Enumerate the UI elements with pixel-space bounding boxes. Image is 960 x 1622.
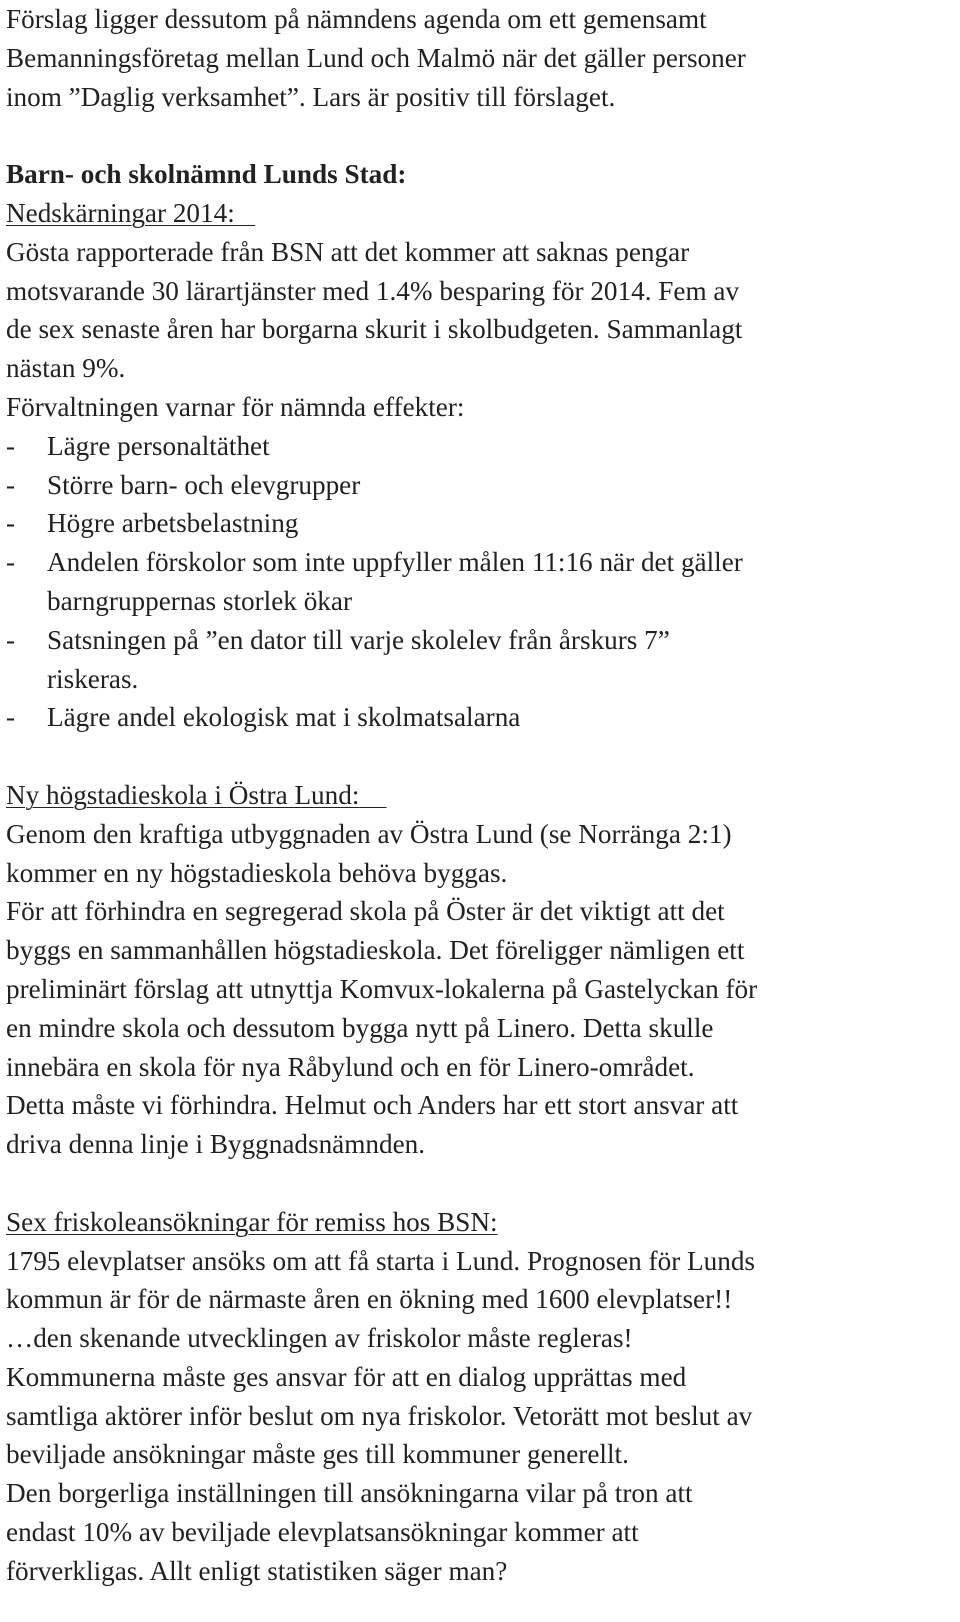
heading-underline-tail: [359, 780, 386, 810]
list-item: [6, 504, 946, 543]
paragraph-gap: [6, 1164, 946, 1203]
bsn-section: [6, 155, 946, 737]
intro-line: inom ”Daglig verksamhet”. Lars är positiv till förslaget.: [6, 81, 616, 112]
list-item: [6, 427, 946, 466]
list-item-text: Högre arbetsbelastning: [47, 508, 299, 539]
bullet-dash: -: [6, 702, 16, 733]
friskolor-line: kommun är för de närmaste åren en ökning med 1600 elevplatser!!: [6, 1284, 733, 1315]
list-item: [6, 698, 946, 737]
bsn-line: motsvarande 30 lärartjänster med 1.4% besparing för 2014. Fem av: [6, 275, 740, 306]
hogstadieskola-line: Detta måste vi förhindra. Helmut och Anders har ett stort ansvar att: [6, 1090, 739, 1121]
paragraph-gap: [6, 116, 946, 155]
list-item-text: riskeras.: [47, 663, 139, 694]
hogstadieskola-line: preliminärt förslag att utnyttja Komvux-lokalerna på Gastelyckan för: [6, 973, 758, 1004]
hogstadieskola-line: kommer en ny högstadieskola behöva byggas.: [6, 857, 508, 888]
friskolor-line: …den skenande utvecklingen av friskolor måste regleras!: [6, 1323, 633, 1354]
hogstadieskola-line: innebära en skola för nya Råbylund och en för Linero-området.: [6, 1051, 695, 1082]
friskolor-heading-row: [6, 1203, 946, 1242]
hogstadieskola-line: byggs en sammanhållen högstadieskola. Det föreligger nämligen ett: [6, 935, 745, 966]
friskolor-line: Kommunerna måste ges ansvar för att en dialog upprättas med: [6, 1361, 687, 1392]
friskolor-line: beviljade ansökningar måste ges till kommuner generellt.: [6, 1439, 629, 1470]
friskolor-line: Den borgerliga inställningen till ansökningarna vilar på tron att: [6, 1478, 693, 1509]
friskolor-line: 1795 elevplatser ansöks om att få starta i Lund. Prognosen för Lunds: [6, 1245, 756, 1276]
friskolor-line: samtliga aktörer inför beslut om nya friskolor. Vetorätt mot beslut av: [6, 1400, 753, 1431]
document-page: [6, 0, 946, 1591]
hogstadieskola-line: en mindre skola och dessutom bygga nytt på Linero. Detta skulle: [6, 1012, 714, 1043]
subheading-underline-tail: [235, 198, 255, 228]
hogstadieskola-line: Genom den kraftiga utbyggnaden av Östra Lund (se Norränga 2:1): [6, 818, 732, 849]
friskolor-line: endast 10% av beviljade elevplatsansökningar kommer att: [6, 1517, 639, 1548]
hogstadieskola-heading-row: [6, 776, 946, 815]
list-item: [6, 466, 946, 505]
intro-line: Förslag ligger dessutom på nämndens agenda om ett gemensamt: [6, 4, 707, 34]
bsn-heading: Barn- och skolnämnd Lunds Stad:: [6, 159, 407, 190]
list-item-text: barngruppernas storlek ökar: [47, 585, 352, 616]
effects-list: [6, 427, 946, 737]
paragraph-gap: [6, 737, 946, 776]
bullet-dash: -: [6, 508, 16, 539]
friskolor-line: förverkligas. Allt enligt statistiken säger man?: [6, 1555, 508, 1586]
hogstadieskola-section: [6, 776, 946, 1164]
bullet-dash: -: [6, 430, 16, 461]
bsn-line: de sex senaste åren har borgarna skurit i skolbudgeten. Sammanlagt: [6, 314, 743, 345]
list-item-text: Andelen förskolor som inte uppfyller målen 11:16 när det gäller: [47, 547, 743, 578]
bullet-dash: -: [6, 624, 16, 655]
list-item-text: Större barn- och elevgrupper: [47, 469, 361, 500]
intro-line: Bemanningsföretag mellan Lund och Malmö när det gäller personer: [6, 42, 746, 73]
friskolor-heading: Sex friskoleansökningar för remiss hos BSN:: [6, 1206, 498, 1237]
bsn-line: nästan 9%.: [6, 353, 126, 384]
bsn-subheading: Nedskärningar 2014:: [6, 197, 235, 228]
list-item-text: Satsningen på ”en dator till varje skolelev från årskurs 7”: [47, 624, 670, 655]
intro-paragraph: [6, 0, 946, 116]
list-item: [6, 621, 946, 699]
friskolor-section: [6, 1203, 946, 1591]
list-item: [6, 543, 946, 621]
bullet-dash: -: [6, 547, 16, 578]
bsn-line: Gösta rapporterade från BSN att det kommer att saknas pengar: [6, 236, 690, 267]
list-item-text: Lägre personaltäthet: [47, 430, 270, 461]
bsn-line: Förvaltningen varnar för nämnda effekter:: [6, 391, 465, 422]
hogstadieskola-line: För att förhindra en segregerad skola på Öster är det viktigt att det: [6, 896, 725, 927]
list-item-text: Lägre andel ekologisk mat i skolmatsalarna: [47, 702, 521, 733]
bsn-subheading-row: [6, 194, 946, 233]
bullet-dash: -: [6, 469, 16, 500]
hogstadieskola-line: driva denna linje i Byggnadsnämnden.: [6, 1129, 426, 1160]
hogstadieskola-heading: Ny högstadieskola i Östra Lund:: [6, 779, 360, 810]
